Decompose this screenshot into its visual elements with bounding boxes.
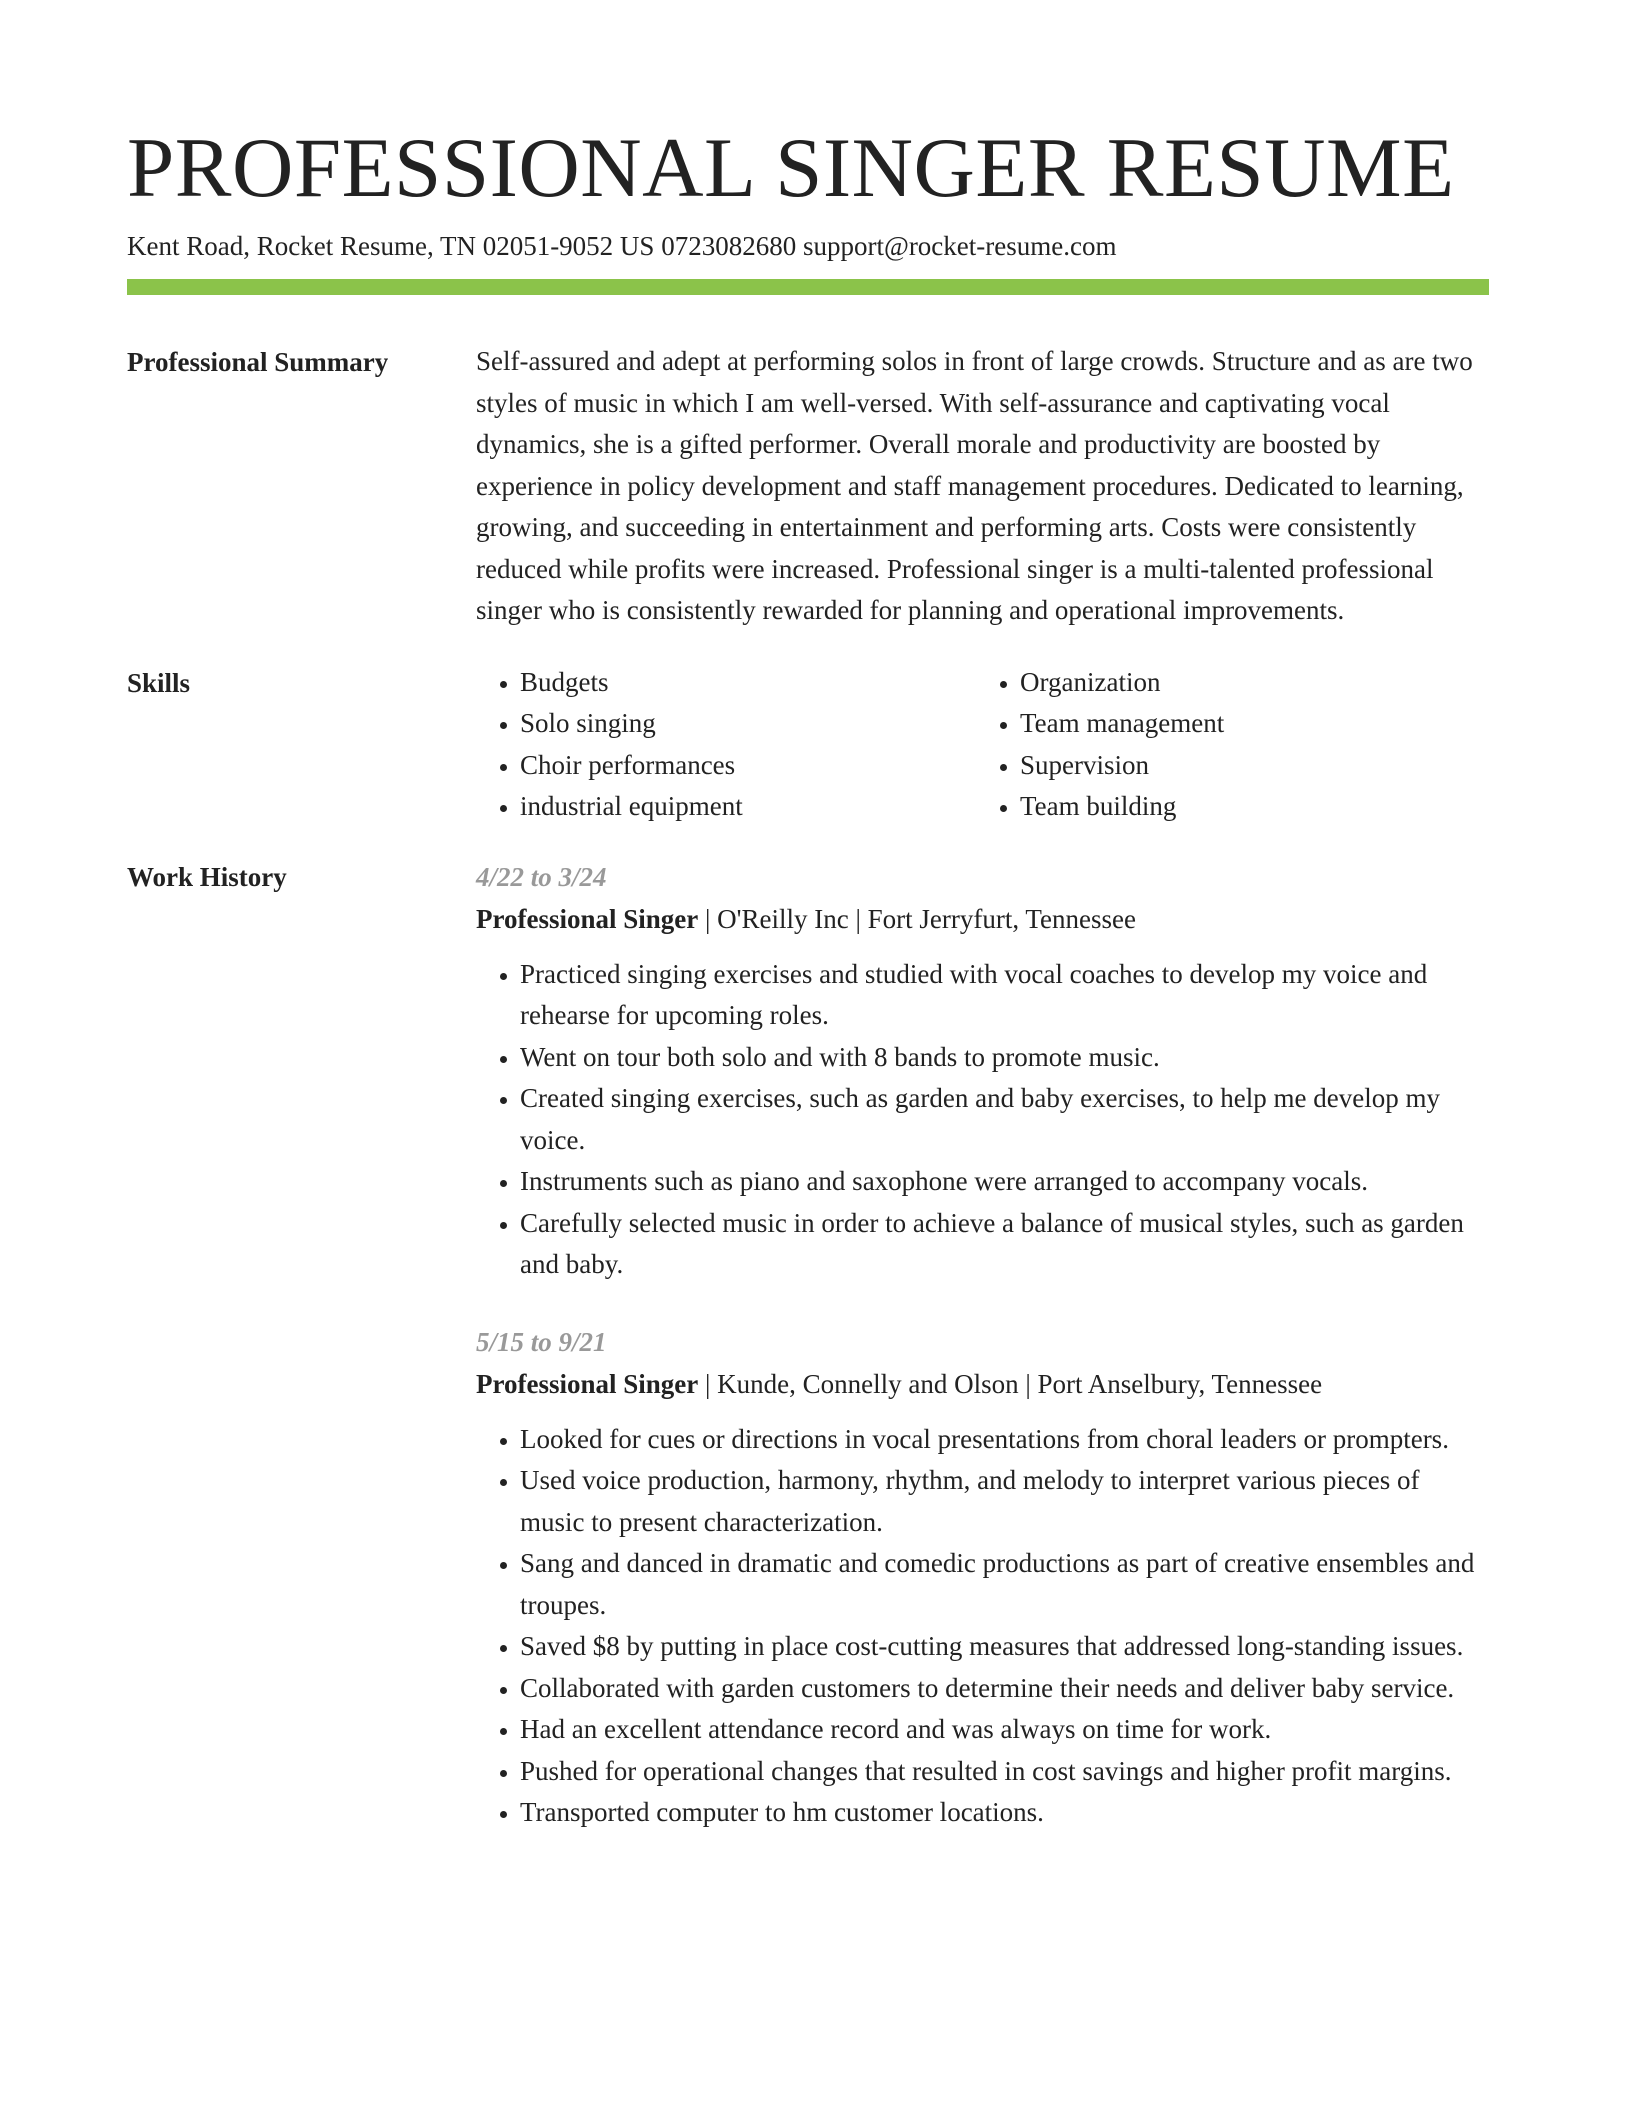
work-history-body bbox=[476, 856, 1489, 1834]
job-bullet: • Practiced singing exercises and studied with vocal coaches to develop my voice and rehearse for upcoming roles. bbox=[520, 954, 1489, 1037]
job-header bbox=[476, 898, 1489, 940]
summary-heading: Professional Summary bbox=[127, 347, 389, 377]
job-title: Professional Singer bbox=[476, 903, 699, 934]
summary-body bbox=[476, 341, 1489, 632]
job-bullet: • Sang and danced in dramatic and comedic productions as part of creative ensembles and troupes. bbox=[520, 1543, 1489, 1626]
skills-body bbox=[476, 662, 1489, 828]
skills-list-left bbox=[476, 662, 976, 828]
work-history-heading: Work History bbox=[127, 861, 287, 892]
work-history-section bbox=[127, 856, 1506, 1834]
header-divider bbox=[127, 279, 1489, 295]
job-bullet: • Used voice production, harmony, rhythm, and melody to interpret various pieces of music to present characterization. bbox=[520, 1460, 1489, 1543]
job-bullet: • Instruments such as piano and saxophone were arranged to accompany vocals. bbox=[520, 1161, 1489, 1203]
skill-item: • Team management bbox=[1020, 703, 1476, 745]
job-entry bbox=[476, 856, 1489, 1286]
job-bullet: • Transported computer to hm customer locations. bbox=[520, 1792, 1489, 1834]
job-bullet: • Saved $8 by putting in place cost-cutting measures that addressed long-standing issues. bbox=[520, 1626, 1489, 1668]
summary-section bbox=[127, 341, 1506, 632]
skills-section bbox=[127, 662, 1506, 828]
skill-item: • Budgets bbox=[520, 662, 976, 704]
skills-columns bbox=[476, 662, 1489, 828]
job-bullet: • Created singing exercises, such as garden and baby exercises, to help me develop my voice. bbox=[520, 1078, 1489, 1161]
skills-heading: Skills bbox=[127, 667, 191, 698]
job-bullet: • Went on tour both solo and with 8 bands to promote music. bbox=[520, 1037, 1489, 1079]
job-title: Professional Singer bbox=[476, 1368, 699, 1399]
resume-title: PROFESSIONAL SINGER RESUME bbox=[127, 121, 1455, 215]
skill-item: • Choir performances bbox=[520, 745, 976, 787]
job-bullet: • Looked for cues or directions in vocal presentations from choral leaders or prompters. bbox=[520, 1419, 1489, 1461]
summary-text: Self-assured and adept at performing solos in front of large crowds. Structure and as are two styles of music in which I am well-versed. With self-assurance and captivating vocal dynamics, she is a gifted performer. Overall morale and productivity are boosted by experience in policy development and staff management procedures. Dedicated to learning, growing, and succeeding in entertainment and performing arts. Costs were consistently reduced while profits were increased. Professional singer is a multi-talented professional singer who is consistently rewarded for planning and operational improvements. bbox=[476, 346, 1473, 625]
skill-item: • Team building bbox=[1020, 786, 1476, 828]
job-bullet: • Pushed for operational changes that resulted in cost savings and higher profit margins. bbox=[520, 1751, 1489, 1793]
job-details: | O'Reilly Inc | Fort Jerryfurt, Tennessee bbox=[698, 903, 1136, 934]
job-dates: 5/15 to 9/21 bbox=[476, 1326, 607, 1357]
job-bullet: • Collaborated with garden customers to determine their needs and deliver baby service. bbox=[520, 1668, 1489, 1710]
job-bullet-list bbox=[476, 1419, 1489, 1834]
job-dates: 4/22 to 3/24 bbox=[476, 861, 607, 892]
job-bullet: • Carefully selected music in order to achieve a balance of musical styles, such as garden and baby. bbox=[520, 1203, 1489, 1286]
skill-item: • industrial equipment bbox=[520, 786, 976, 828]
job-header bbox=[476, 1363, 1489, 1405]
contact-info: Kent Road, Rocket Resume, TN 02051-9052 US 0723082680 support@rocket-resume.com bbox=[127, 231, 1117, 261]
skill-item: • Supervision bbox=[1020, 745, 1476, 787]
job-entry bbox=[476, 1321, 1489, 1834]
job-bullet-list bbox=[476, 954, 1489, 1286]
skill-item: • Organization bbox=[1020, 662, 1476, 704]
job-details: | Kunde, Connelly and Olson | Port Anselbury, Tennessee bbox=[698, 1368, 1323, 1399]
skills-list-right bbox=[976, 662, 1476, 828]
job-bullet: • Had an excellent attendance record and was always on time for work. bbox=[520, 1709, 1489, 1751]
skill-item: • Solo singing bbox=[520, 703, 976, 745]
